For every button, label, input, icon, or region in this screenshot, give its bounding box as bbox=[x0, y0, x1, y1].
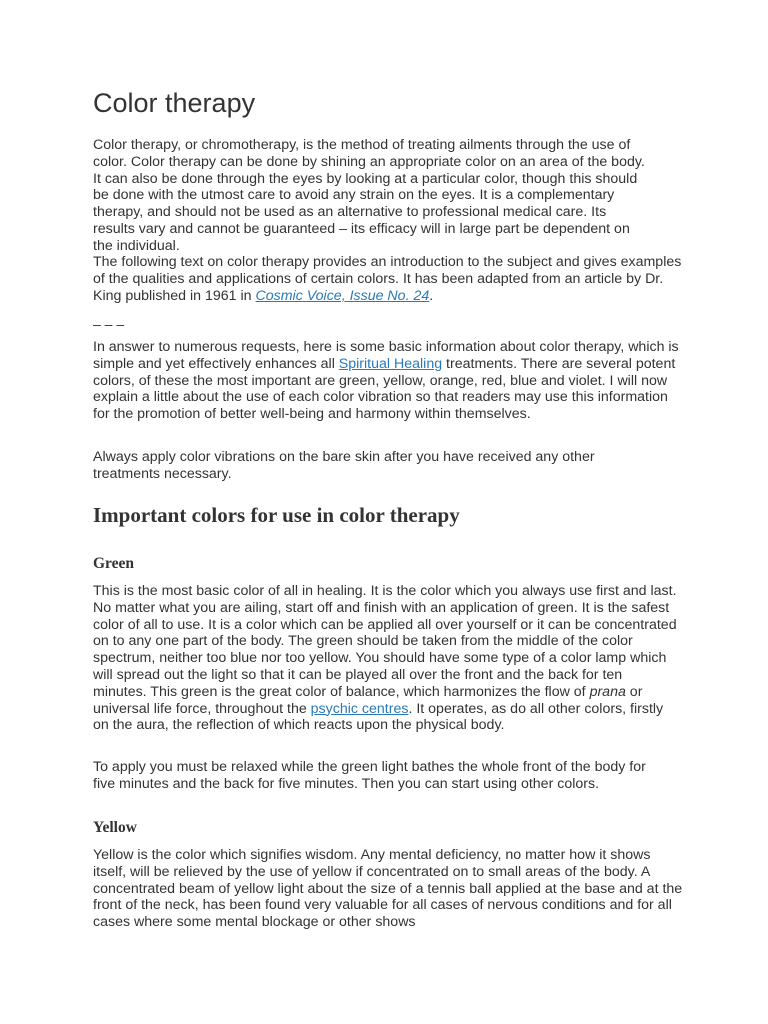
prana-term: prana bbox=[589, 683, 626, 700]
section-heading: Important colors for use in color therapy bbox=[93, 503, 460, 527]
source-text: The following text on color therapy provides an introduction to the subject and gives examples of the qualities and applications of certain colors. It has been adapted from an article by Dr. King published in 1961 in bbox=[93, 254, 682, 304]
spiritual-healing-link[interactable]: Spiritual Healing bbox=[338, 355, 443, 372]
yellow-heading: Yellow bbox=[93, 819, 137, 836]
psychic-centres-link[interactable]: psychic centres bbox=[310, 700, 409, 717]
green-text-middle: or universal life force, throughout the bbox=[93, 683, 643, 717]
cosmic-voice-link[interactable]: Cosmic Voice, Issue No. 24 bbox=[255, 287, 430, 304]
source-text-end: . bbox=[429, 287, 434, 304]
answer-text-end: treatments. There are several potent colors, of these the most important are green, yellow, orange, red, blue and violet. I will now explain a little about the use of each color vibration so that readers may use this information for the promotion of better well-being and harmony within themselves. bbox=[93, 355, 676, 423]
yellow-paragraph: Yellow is the color which signifies wisdom. Any mental deficiency, no matter how it shows itself, will be relieved by the use of yellow if concentrated on to small areas of the body. A concentrated beam of yellow light about the size of a tennis ball applied at the base and at the front of the neck, has been found very valuable for all cases of nervous conditions and for all cases where some mental blockage or other shows bbox=[93, 847, 683, 931]
source-paragraph bbox=[93, 254, 683, 304]
green-text-end: . It operates, as do all other colors, firstly on the aura, the reflection of which reacts upon the physical body. bbox=[93, 700, 664, 734]
section-separator: – – – bbox=[93, 316, 125, 332]
intro-paragraph: Color therapy, or chromotherapy, is the method of treating ailments through the use of color. Color therapy can be done by shining an appropriate color on an area of the body. It can also be done through the eyes by looking at a particular color, though this should be done with the utmost care to avoid any strain on the eyes. It is a complementary therapy, and should not be used as an alternative to professional medical care. Its results vary and cannot be guaranteed – its efficacy will in large part be dependent on the individual. bbox=[93, 137, 645, 254]
page-title: Color therapy bbox=[93, 88, 256, 118]
answer-text: In answer to numerous requests, here is some basic information about color therapy, which is simple and yet effectively enhances all bbox=[93, 339, 679, 372]
green-text: This is the most basic color of all in healing. It is the color which you always use first and last. No matter what you are ailing, start off and finish with an application of green. It is the safest color of all to use. It is a color which can be applied all over yourself or it can be concentrated on to any one part of the body. The green should be taken from the middle of the color spectrum, neither too blue nor too yellow. You should have some type of a color lamp which will spread out the light so that it can be played all over the front and the back for ten minutes. This green is the great color of balance, which harmonizes the flow of bbox=[93, 583, 677, 700]
apply-paragraph: Always apply color vibrations on the bare skin after you have received any other treatments necessary. bbox=[93, 449, 595, 482]
answer-paragraph bbox=[93, 339, 683, 423]
green-paragraph bbox=[93, 583, 679, 734]
green-paragraph-2: To apply you must be relaxed while the green light bathes the whole front of the body for five minutes and the back for five minutes. Then you can start using other colors. bbox=[93, 759, 646, 792]
green-heading: Green bbox=[93, 555, 135, 572]
